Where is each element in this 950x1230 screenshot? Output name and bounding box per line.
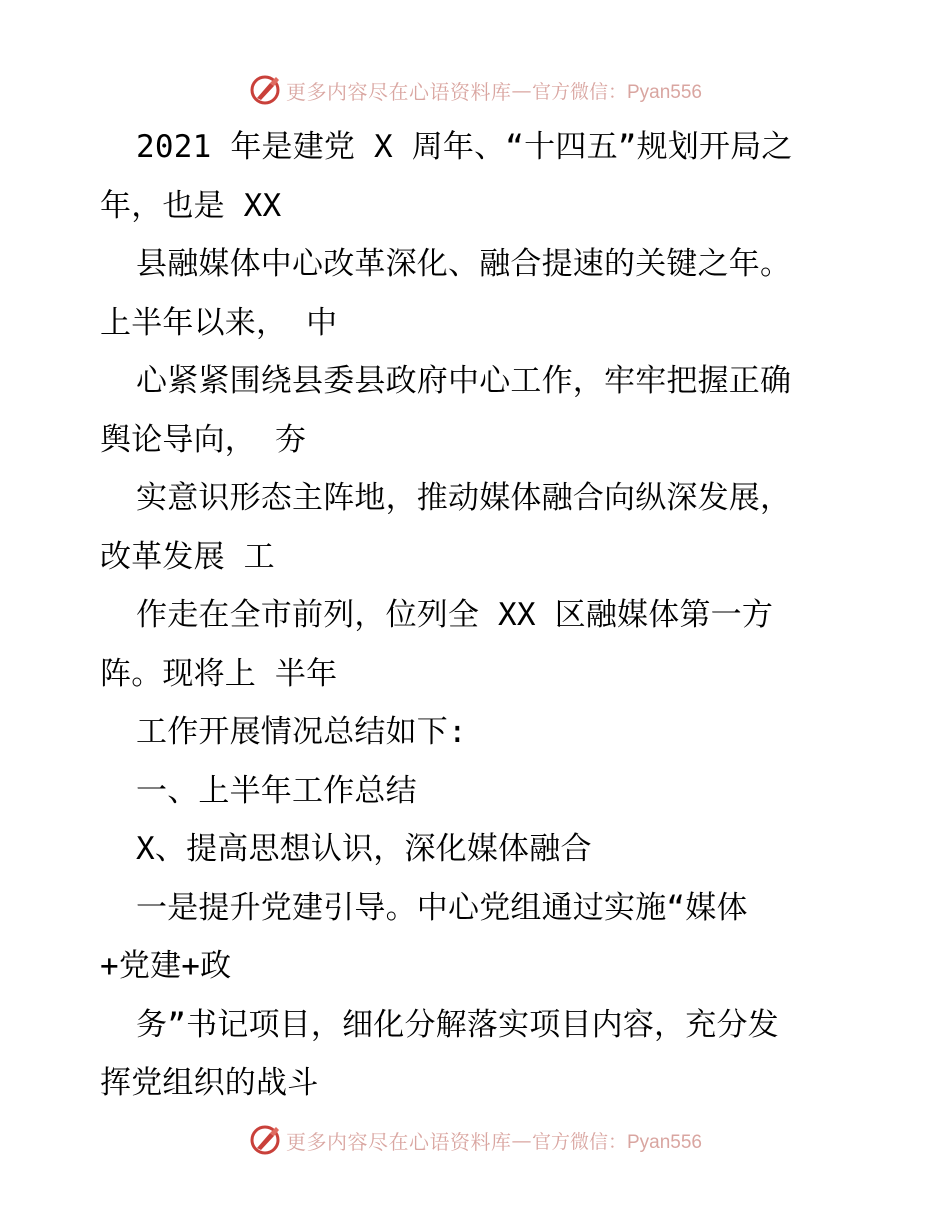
text-line: 实意识形态主阵地，推动媒体融合向纵深发展， (136, 480, 792, 516)
document-body (100, 118, 860, 1113)
text-line: 舆论导向， 夯 (100, 421, 307, 458)
text-line: 工作开展情况总结如下: (136, 714, 467, 750)
text-line: 心紧紧围绕县委县政府中心工作，牢牢把握正确 (136, 363, 792, 399)
banner-sub-text: 官方微信：Pyan556 (531, 81, 702, 103)
text-line: 年，也是 XX (100, 187, 282, 224)
pen-logo-icon (248, 1123, 282, 1157)
footer-watermark-banner (0, 1120, 950, 1160)
text-line: X、提高思想认识，深化媒体融合 (136, 831, 592, 867)
text-line: 作走在全市前列，位列全 XX 区融媒体第一方 (136, 597, 774, 633)
text-line: 上半年以来， 中 (100, 304, 338, 341)
header-watermark-banner (0, 70, 950, 110)
text-line: 县融媒体中心改革深化、融合提速的关键之年。 (136, 246, 792, 282)
banner-sub-text: 官方微信：Pyan556 (531, 1131, 702, 1153)
banner-dash: — (511, 1128, 532, 1152)
banner-dash: — (511, 78, 532, 102)
text-line: 挥党组织的战斗 (100, 1065, 319, 1101)
banner-main-text: 更多内容尽在心语资料库 (285, 79, 512, 104)
text-line: 一是提升党建引导。中心党组通过实施“媒体 (136, 889, 748, 926)
text-line: 阵。现将上 半年 (100, 655, 338, 692)
text-line: 一、上半年工作总结 (136, 772, 417, 809)
pen-logo-icon (248, 73, 282, 107)
text-line: 2021 年是建党 X 周年、“十四五”规划开局之 (136, 129, 793, 165)
text-line: 改革发展 工 (100, 538, 275, 575)
banner-main-text: 更多内容尽在心语资料库 (285, 1129, 512, 1154)
text-line: 务”书记项目，细化分解落实项目内容，充分发 (136, 1006, 779, 1043)
text-line: +党建+政 (100, 948, 232, 984)
